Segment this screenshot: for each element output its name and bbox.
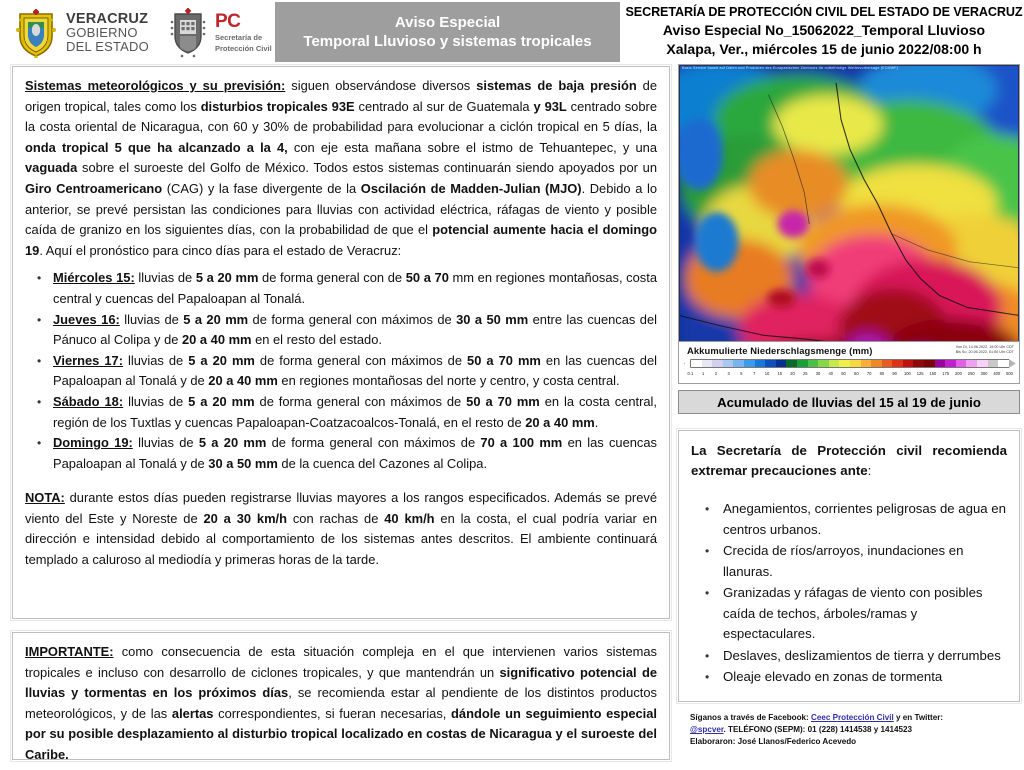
legend-swatch: [882, 359, 893, 368]
footer-facebook-label: Síganos a través de Facebook:: [690, 713, 811, 722]
footer-phone-line: [690, 724, 1022, 736]
agency-name: SECRETARÍA DE PROTECCIÓN CIVIL DEL ESTADO DE VERACRUZ: [625, 5, 1023, 19]
legend-swatch: [966, 359, 977, 368]
map-credit-text: Basic Service based auf Daten und Produkten des Europaeischen Zentrums für mittelfristige Wettervorhersage (ECMWF): [682, 66, 899, 70]
forecast-day-text: lluvias de 5 a 20 mm de forma general con de 50 a 70 mm en regiones montañosas, costa central y cuencas del Papaloapan al Tonalá.: [53, 270, 657, 306]
facebook-link[interactable]: Ceec Protección Civil: [811, 713, 894, 722]
legend-tick: 150: [929, 371, 937, 376]
legend-date-from: Von Di, 14.06.2022, 19:00 Uhr CDT: [955, 345, 1014, 349]
legend-swatch: [861, 359, 872, 368]
list-item: [25, 310, 657, 351]
legend-swatch: [691, 359, 702, 368]
precipitation-map[interactable]: [678, 64, 1020, 384]
legend-date-to: Bis So, 20.06.2022, 01:00 Uhr CDT: [955, 350, 1014, 354]
important-panel: [12, 632, 670, 760]
legend-tick: 100: [903, 371, 911, 376]
footer-phone-text: . TELÉFONO (SEPM): 01 (228) 1414538 y 1414523: [723, 725, 913, 734]
important-body: como consecuencia de esta situación compleja en el que intervienen varios sistemas tropicales e incluso con desarrollo de ciclones tropicales, y que mantendrán un significativo potencial de lluvias y tormentas en los próximos días, se recomienda estar al pendiente de los distintos productos meteorológicos, y de las alertas correspondientes, si fueran necesarias, dándole un seguimiento especial por su posible desplazamiento al disturbio tropical localizado en costas de Nicaragua y el suroeste del Caribe.: [25, 644, 657, 762]
legend-swatch: [988, 359, 999, 368]
logo-line-gobierno: GOBIERNO: [66, 25, 138, 41]
legend-tick: 20: [790, 371, 795, 376]
forecast-day-text: lluvias de 5 a 20 mm de forma general con máximos de 50 a 70 mm en la costa central, región de los Tuxtlas y cuencas Papaloapan-Coatzacoalcos-Tonalá, en el resto de 20 a 40 mm.: [53, 393, 658, 430]
legend-swatch: [829, 359, 840, 368]
legend-tick: 15: [777, 371, 783, 376]
list-item: • Anegamientos, corrientes peligrosas de agua en centros urbanos.: [691, 499, 1007, 540]
proteccion-civil-logo-text: [215, 12, 272, 53]
forecast-day-text: lluvias de 5 a 20 mm de forma general con máximos de 70 a 100 mm en las cuencas Papaloapan al Tonalá y de 30 a 50 mm de la cuenca del Cazones al Colipa.: [53, 435, 657, 471]
legend-tick: 175: [942, 371, 950, 376]
legend-tick: 80: [879, 371, 885, 376]
veracruz-shield-icon: [14, 8, 58, 58]
list-item: • Granizadas y ráfagas de viento con posibles caída de techos, árboles/ramas y espectaculares.: [691, 583, 1007, 645]
legend-tick: 0.1: [687, 371, 694, 376]
legend-cap-right: [1009, 359, 1016, 368]
banner-subtitle: Temporal Lluvioso y sistemas tropicales: [303, 33, 592, 50]
legend-tick: 300: [980, 371, 988, 376]
legend-swatch: [744, 359, 755, 368]
forecast-day-label: Jueves 16:: [53, 311, 120, 327]
legend-swatch: [818, 359, 829, 368]
nota-body: durante estos días pueden registrarse lluvias mayores a los rangos especificados. Además se prevé viento del Este y Noreste de 20 a 30 km/h con rachas de 40 km/h en la costa, el cual podría variar en dirección e intensidad debido al comportamiento de los sistemas antes descritos. El ambiente continuará templado a caluroso al mediodía y primeras horas de la tarde.: [25, 490, 658, 568]
legend-tick: 125: [916, 371, 924, 376]
legend-tick-labels: [684, 369, 1016, 378]
legend-swatch: [839, 359, 850, 368]
legend-swatch: [871, 359, 882, 368]
legend-tick: 10: [764, 371, 770, 376]
list-item: [25, 392, 657, 433]
list-item: • Deslaves, deslizamientos de tierra y derrumbes: [691, 646, 1007, 667]
recommendations-list: [691, 499, 1007, 688]
legend-swatch: [808, 359, 819, 368]
legend-tick: 400: [993, 371, 1001, 376]
legend-tick: 70: [866, 371, 872, 376]
list-item: [25, 351, 657, 392]
legend-tick: 30: [815, 371, 821, 376]
legend-swatch: [755, 359, 766, 368]
map-caption-bar: [678, 390, 1020, 414]
legend-tick: 50: [841, 371, 846, 376]
legend-swatch: [765, 359, 776, 368]
precipitation-heatmap-image: [679, 65, 1019, 383]
legend-tick: 1: [702, 371, 705, 376]
legend-date-range: [956, 345, 1014, 355]
legend-swatch: [850, 359, 861, 368]
logo-line-estado: DEL ESTADO: [66, 38, 149, 54]
intro-body: siguen observándose diversos sistemas de baja presión de origen tropical, tales como los disturbios tropicales 93E centrado al sur de Guatemala y 93L centrado sobre la costa oriental de Nicaragua, con 60 y 30% de probabilidad para evolucionar a ciclón tropical en 5 días, la onda tropical 5 que ha alcanzado a la 4, con eje esta mañana sobre el istmo de Tehuantepec, y una vaguada sobre el suroeste del Golfo de México. Todos estos sistemas continuarán siendo apoyados por un Giro Centroamericano (CAG) y la fase divergente de la Oscilación de Madden-Julian (MJO). Debido a lo anterior, se prevé persistan las condiciones para lluvias con actividad eléctrica, ráfagas de viento y posible caída de granizo en los siguientes días, con la probabilidad de que el potencial aumente hacia el domingo 19. Aquí el pronóstico para cinco días para el estado de Veracruz:: [25, 78, 658, 258]
legend-colorbar: [684, 359, 1016, 368]
forecast-day-text: lluvias de 5 a 20 mm de forma general con máximos de 30 a 50 mm entre las cuencas del Pánuco al Colipa y de 20 a 40 mm en el resto del estado.: [53, 311, 657, 348]
veracruz-logo-text: [66, 10, 149, 54]
map-caption-text: Acumulado de lluvias del 15 al 19 de junio: [717, 394, 981, 410]
nota-paragraph: [25, 488, 657, 570]
legend-swatch: [998, 359, 1009, 368]
legend-swatch: [776, 359, 787, 368]
legend-swatch: [903, 359, 914, 368]
legend-tick: 250: [967, 371, 975, 376]
legend-swatch: [733, 359, 744, 368]
forecast-day-label: Viernes 17:: [53, 352, 123, 368]
legend-tick: 40: [828, 371, 834, 376]
legend-swatch: [797, 359, 808, 368]
nota-label: NOTA:: [25, 490, 65, 506]
legend-tick: 2: [714, 371, 718, 376]
footer-twitter-label: y en Twitter:: [893, 713, 944, 722]
legend-swatch: [935, 359, 946, 368]
intro-paragraph: [25, 76, 657, 261]
legend-tick: 200: [955, 371, 962, 376]
forecast-day-list: [25, 268, 657, 474]
recommendations-title-bold: La Secretaría de Protección civil recomienda extremar precauciones ante: [691, 443, 1007, 478]
recommendations-title: [691, 441, 1007, 481]
legend-swatch: [977, 359, 988, 368]
pc-subtitle-line2: Protección Civil: [215, 43, 272, 53]
legend-tick: 500: [1006, 371, 1013, 376]
header-agency-title: [624, 4, 1024, 59]
logo-line-veracruz: VERACRUZ: [66, 10, 149, 27]
list-item: [25, 433, 657, 474]
footer-social-line: [690, 712, 1022, 724]
footer-authors-line: Elaboraron: José Llanos/Federico Acevedo: [690, 737, 857, 746]
legend-swatch: [786, 359, 797, 368]
page-footer: [690, 712, 1022, 748]
list-item: • Crecida de ríos/arroyos, inundaciones en llanuras.: [691, 541, 1007, 582]
legend-tick: 25: [802, 371, 808, 376]
notice-datetime: Xalapa, Ver., miércoles 15 de junio 2022/08:00 h: [666, 41, 982, 57]
legend-swatch: [956, 359, 967, 368]
legend-swatch: [702, 359, 713, 368]
legend-swatch: [924, 359, 935, 368]
recommendations-panel: [678, 430, 1020, 702]
intro-label: Sistemas meteorológicos y su previsión:: [25, 78, 286, 93]
list-item: • Oleaje elevado en zonas de tormenta: [691, 667, 1007, 688]
page-header: [0, 0, 1024, 62]
forecast-day-text: lluvias de 5 a 20 mm de forma general con máximos de 50 a 70 mm en las cuencas del Papaloapan al Tonalá y de 20 a 40 mm en regiones montañosas del norte y centro, y costa central.: [53, 352, 658, 389]
list-item: [25, 268, 657, 309]
legend-tick: 3: [727, 371, 730, 376]
veracruz-government-logo: [14, 8, 149, 58]
legend-swatch: [913, 359, 924, 368]
twitter-link[interactable]: @spcver: [690, 725, 724, 734]
forecast-day-label: Sábado 18:: [53, 393, 124, 409]
legend-tick: 5: [740, 371, 743, 376]
forecast-day-label: Domingo 19:: [53, 435, 133, 451]
legend-swatch: [945, 359, 956, 368]
notice-number: Aviso Especial No_15062022_Temporal Lluvioso: [662, 22, 986, 38]
pc-subtitle-line1: Secretaría de: [215, 32, 263, 42]
recommendations-title-tail: :: [867, 463, 872, 478]
proteccion-civil-logo: [168, 6, 272, 58]
legend-tick: 7: [753, 371, 756, 376]
legend-cap-left: [684, 359, 691, 368]
forecast-day-label: Miércoles 15:: [53, 270, 135, 286]
legend-swatch: [892, 359, 903, 368]
special-notice-banner: [275, 2, 620, 62]
legend-tick: 60: [854, 371, 859, 376]
pc-abbreviation: PC: [215, 10, 241, 32]
banner-title: Aviso Especial: [394, 14, 501, 31]
important-label: IMPORTANTE:: [25, 644, 114, 659]
meteorological-systems-panel: [12, 66, 670, 619]
legend-title: Akkumulierte Niederschlagsmenge (mm): [687, 345, 873, 356]
legend-swatch: [712, 359, 723, 368]
legend-tick: 90: [892, 371, 897, 376]
proteccion-civil-shield-icon: [168, 6, 208, 58]
important-paragraph: [25, 642, 657, 766]
legend-swatch: [723, 359, 734, 368]
